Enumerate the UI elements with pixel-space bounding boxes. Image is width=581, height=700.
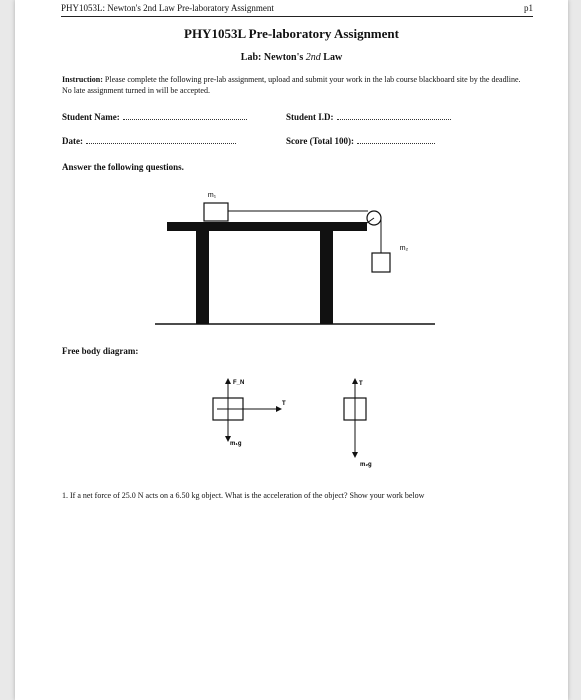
fbd-heading: Free body diagram:	[62, 346, 139, 356]
tension-1-label: T	[282, 401, 286, 407]
question-1-text: 1. If a net force of 25.0 N acts on a 6.50 kg object. What is the acceleration of the object? Show your work below	[62, 491, 425, 500]
lab-subtitle-prefix: Lab: Newton's	[240, 52, 306, 63]
page-number: p1	[524, 3, 533, 13]
instruction-paragraph	[62, 74, 522, 96]
free-body-diagrams	[195, 368, 385, 473]
student-id-label: Student I.D:	[286, 112, 334, 122]
student-id-blank[interactable]	[337, 112, 451, 120]
table-leg-left	[196, 231, 209, 324]
score-field[interactable]	[286, 136, 435, 146]
running-header	[61, 2, 533, 17]
lab-subtitle	[15, 52, 568, 63]
date-blank[interactable]	[86, 136, 236, 144]
date-label: Date:	[62, 136, 83, 146]
table-top	[167, 222, 367, 231]
weight-1-label: m₁g	[230, 441, 242, 447]
document-title: PHY1053L Pre-laboratory Assignment	[184, 26, 399, 41]
weight-2-label: m₂g	[360, 462, 372, 468]
date-field[interactable]	[62, 136, 236, 146]
lab-subtitle-emphasis: 2nd	[305, 52, 321, 63]
pulley-setup-diagram	[145, 185, 445, 330]
normal-force-arrowhead	[225, 378, 231, 384]
mass-1-label: m₁	[207, 192, 217, 199]
mass-2-label: m₂	[399, 245, 409, 252]
instruction-text: Please complete the following pre-lab assignment, upload and submit your work in the lab course blackboard site by the deadline. No late assignment turned in will be accepted.	[62, 75, 521, 95]
answer-heading: Answer the following questions.	[62, 162, 184, 172]
mass-1-block	[204, 203, 228, 221]
tension-2-arrowhead	[352, 378, 358, 384]
fbd-mass-2	[344, 378, 372, 468]
fbd-mass-1	[213, 378, 286, 447]
student-name-label: Student Name:	[62, 112, 120, 122]
student-id-field[interactable]	[286, 112, 451, 122]
score-blank[interactable]	[357, 136, 435, 144]
document-page	[15, 0, 568, 700]
score-label: Score (Total 100):	[286, 136, 354, 146]
normal-force-label: F_N	[233, 380, 245, 386]
tension-2-label: T	[359, 381, 363, 387]
table-leg-right	[320, 231, 333, 324]
lab-subtitle-suffix: Law	[320, 52, 343, 63]
running-header-title: PHY1053L: Newton's 2nd Law Pre-laboratory Assignment	[61, 3, 274, 13]
instruction-label: Instruction:	[62, 75, 103, 84]
student-name-field[interactable]	[62, 112, 247, 122]
weight-2-arrowhead	[352, 452, 358, 458]
mass-2-block	[372, 253, 390, 272]
student-name-blank[interactable]	[123, 112, 247, 120]
